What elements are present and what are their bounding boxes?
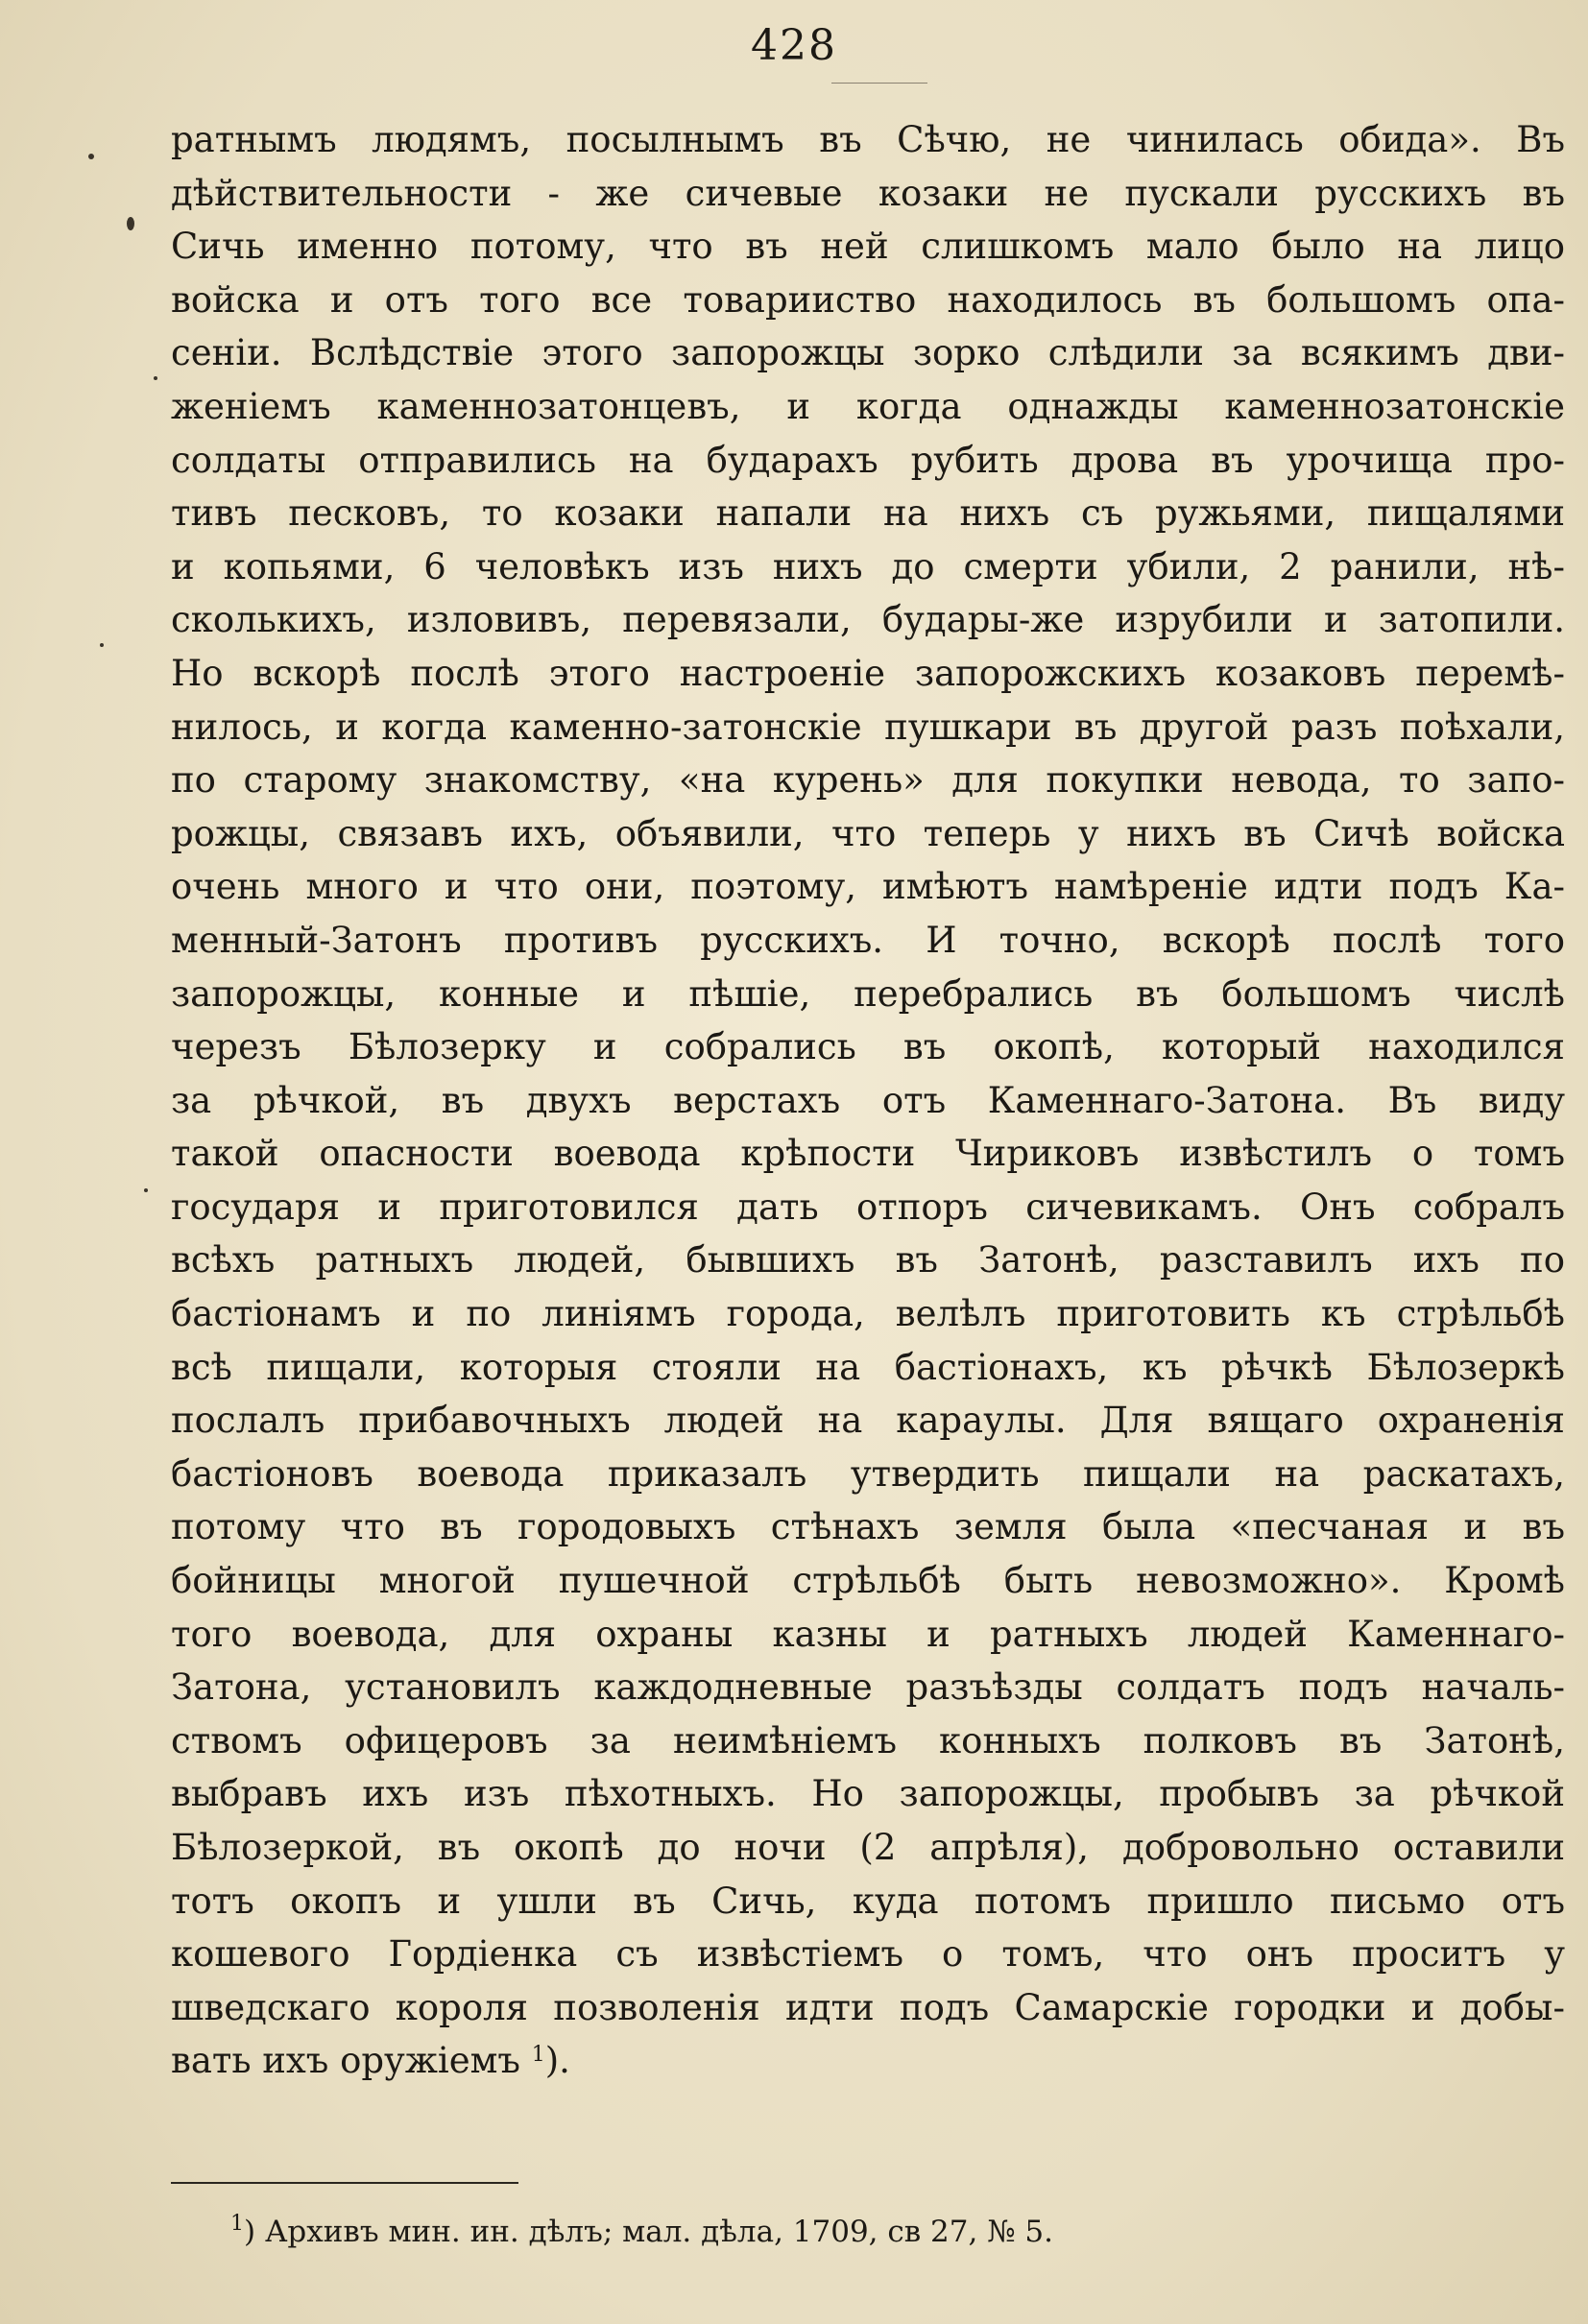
text-line: потому что въ городовыхъ стѣнахъ земля была «песчаная и въ — [171, 1506, 1565, 1548]
text-line: Бѣлозеркой, въ окопѣ до ночи (2 апрѣля), добровольно оставили — [171, 1827, 1565, 1868]
text-line: войска и отъ того все товарииство находилось въ большомъ опа- — [171, 278, 1565, 321]
footnote-reference: 1 — [531, 2043, 545, 2068]
text-line: выбравъ ихъ изъ пѣхотныхъ. Но запорожцы, пробывъ за рѣчкой — [171, 1773, 1565, 1815]
margin-mark — [127, 217, 134, 230]
page-number-rule — [831, 83, 927, 84]
text-line: рожцы, связавъ ихъ, объявили, что теперь у нихъ въ Сичѣ войска — [171, 812, 1565, 854]
footnote-rule — [171, 2182, 518, 2184]
text-line-last — [171, 2034, 1565, 2088]
text-line: кошевого Гордіенка съ извѣстіемъ о томъ, что онъ проситъ у — [171, 1933, 1565, 1976]
text-line-last-body: вать ихъ оружіемъ — [171, 2040, 520, 2082]
text-line: женіемъ каменнозатонцевъ, и когда однажды каменнозатонскіе — [171, 385, 1565, 427]
text-line: государя и приготовился дать отпоръ сичевикамъ. Онъ собралъ — [171, 1186, 1565, 1228]
margin-mark — [154, 376, 157, 380]
text-line: бастіонамъ и по линіямъ города, велѣлъ приготовить къ стрѣльбѣ — [171, 1293, 1565, 1335]
footnote-marker: 1 — [230, 2212, 244, 2236]
text-line: тивъ песковъ, то козаки напали на нихъ съ ружьями, пищалями — [171, 492, 1565, 535]
margin-mark — [100, 643, 104, 647]
text-line: ратнымъ людямъ, посылнымъ въ Сѣчю, не чинилась обида». Въ — [171, 119, 1565, 160]
text-line: очень много и что они, поэтому, имѣютъ намѣреніе идти подъ Ка- — [171, 866, 1565, 908]
text-line: за рѣчкой, въ двухъ верстахъ отъ Каменнаго-Затона. Въ виду — [171, 1079, 1565, 1121]
text-line: запорожцы, конные и пѣшіе, перебрались въ большомъ числѣ — [171, 972, 1565, 1015]
text-line: Но вскорѣ послѣ этого настроеніе запорожскихъ козаковъ перемѣ- — [171, 652, 1565, 694]
text-line: Сичь именно потому, что въ ней слишкомъ мало было на лицо — [171, 226, 1565, 268]
text-line: всѣ пищали, которыя стояли на бастіонахъ, къ рѣчкѣ Бѣлозеркѣ — [171, 1346, 1565, 1388]
text-line-last-tail: ). — [544, 2040, 570, 2082]
text-line: Затона, установилъ каждодневные разъѣзды солдатъ подъ началь- — [171, 1666, 1565, 1709]
text-line: того воевода, для охраны казны и ратныхъ людей Каменнаго- — [171, 1613, 1565, 1655]
text-line: черезъ Бѣлозерку и собрались въ окопѣ, который находился — [171, 1026, 1565, 1068]
text-line: тотъ окопъ и ушли въ Сичь, куда потомъ пришло письмо отъ — [171, 1880, 1565, 1922]
text-line: менный-Затонъ противъ русскихъ. И точно, вскорѣ послѣ того — [171, 919, 1565, 961]
text-line: бойницы многой пушечной стрѣльбѣ быть невозможно». Кромѣ — [171, 1560, 1565, 1602]
footnote-text: ) Архивъ мин. ин. дѣлъ; мал. дѣла, 1709, св 27, № 5. — [244, 2215, 1053, 2249]
body-text — [171, 113, 1565, 2088]
text-line: дѣйствительности - же сичевые козаки не пускали русскихъ въ — [171, 172, 1565, 214]
text-line: такой опасности воевода крѣпости Чириковъ извѣстилъ о томъ — [171, 1133, 1565, 1175]
footnote — [230, 2211, 1527, 2253]
text-line: послалъ прибавочныхъ людей на караулы. Для вящаго охраненія — [171, 1400, 1565, 1442]
text-line: шведскаго короля позволенія идти подъ Самарскіе городки и добы- — [171, 1986, 1565, 2028]
page-number: 428 — [751, 21, 837, 70]
text-line: ствомъ офицеровъ за неимѣніемъ конныхъ полковъ въ Затонѣ, — [171, 1719, 1565, 1761]
text-line: и копьями, 6 человѣкъ изъ нихъ до смерти убили, 2 ранили, нѣ- — [171, 545, 1565, 587]
text-line: солдаты отправились на бударахъ рубить дрова въ урочища про- — [171, 439, 1565, 481]
text-line: всѣхъ ратныхъ людей, бывшихъ въ Затонѣ, разставилъ ихъ по — [171, 1239, 1565, 1282]
text-line: по старому знакомству, «на курень» для покупки невода, то запо- — [171, 759, 1565, 802]
margin-mark — [144, 1188, 148, 1192]
text-line: нилось, и когда каменно-затонскіе пушкари въ другой разъ поѣхали, — [171, 706, 1565, 748]
text-line: бастіоновъ воевода приказалъ утвердить пищали на раскатахъ, — [171, 1452, 1565, 1495]
margin-mark — [88, 154, 94, 159]
text-line: сеніи. Вслѣдствіе этого запорожцы зорко слѣдили за всякимъ дви- — [171, 332, 1565, 374]
text-line: сколькихъ, изловивъ, перевязали, будары-же изрубили и затопили. — [171, 599, 1565, 641]
